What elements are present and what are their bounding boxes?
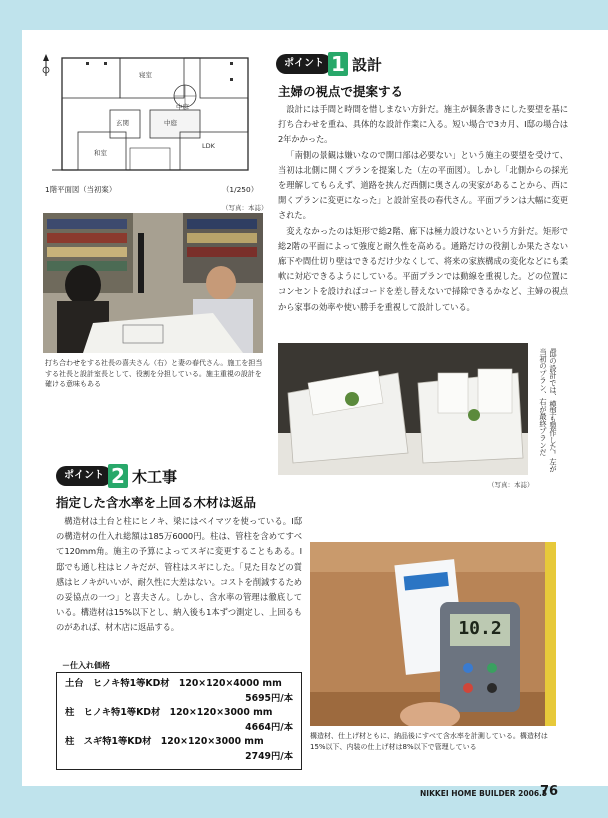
moisture-meter-photo-image bbox=[310, 542, 556, 726]
point1-paragraph: 変えなかったのは矩形で総2階、廊下は極力設けないという方針だ。矩形で総2階の平面によって強度と耐久性を高める。通路だけの役割しか果たさない廊下や間仕切り壁はできるだけ少なくして、将来の家族構成の変化などにも柔軟に対応できるようにしている。平面プランでは動線を重視した。どの位置にコンセントを設ければコードを差し替えないで掃除できるかなど、主婦の視点から家事の効率や使い勝手を重視して設計している。 bbox=[278, 225, 568, 312]
room-label-ldk: LDK bbox=[202, 142, 215, 150]
point1-number: 1 bbox=[328, 52, 348, 76]
point2-title: 木工事 bbox=[132, 467, 178, 486]
plan-caption: 1階平面図（当初案） bbox=[45, 185, 117, 194]
point2-number: 2 bbox=[108, 464, 128, 488]
plan-credit: （写真：本誌） bbox=[222, 204, 268, 212]
point2-header bbox=[56, 464, 177, 488]
point2-body bbox=[56, 514, 302, 636]
room-label-japanese-room: 和室 bbox=[94, 149, 107, 157]
point1-subhead: 主婦の視点で提案する bbox=[278, 84, 404, 99]
price-row-item: 土台 ヒノキ特1等KD材 120×120×4000 mm bbox=[65, 678, 282, 689]
model-photo-credit: （写真：本誌） bbox=[488, 481, 534, 489]
point2-tag: ポイント bbox=[56, 466, 112, 486]
floor-plan-drawing bbox=[40, 48, 258, 180]
price-row-price: 2749円/本 bbox=[245, 750, 293, 762]
meter-display: 10.2 bbox=[458, 618, 502, 639]
model-photo-caption: I邸の設計では、模型も製作した。左が当初のプラン、右が最終プランだ bbox=[539, 348, 558, 473]
model-photo-image bbox=[278, 343, 528, 475]
floor-plan bbox=[40, 48, 258, 180]
moisture-meter-caption: 構造材、仕上げ材ともに、納品後にすべて含水率を計測している。構造材は15%以下、内装の仕上げ材は8%以下で管理している bbox=[310, 732, 548, 751]
price-heading bbox=[62, 660, 110, 671]
moisture-meter-photo bbox=[310, 542, 556, 726]
point2-subhead: 指定した含水率を上回る木材は返品 bbox=[56, 495, 257, 510]
room-label-courtyard-2: 中庭 bbox=[164, 119, 177, 127]
left-frame bbox=[0, 0, 22, 818]
price-row bbox=[65, 677, 293, 706]
price-heading-text: 仕入れ価格 bbox=[70, 661, 110, 670]
point1-title: 設計 bbox=[352, 55, 383, 74]
model-photo bbox=[278, 343, 528, 475]
top-frame bbox=[0, 0, 608, 30]
footer-page-number: 76 bbox=[540, 784, 559, 799]
point1-header bbox=[276, 52, 382, 76]
price-row bbox=[65, 735, 293, 764]
point1-paragraph: 「南側の景観は嫌いなので開口部は必要ない」という施主の要望を受けて、当初は北側に開くプランを提案した（左の平面図）。しかし「北側からの採光を理解してもらえず、道路を挟んだ西側に奥さんの実家があることから、西に開くプランに変更になった」と設計室長の春代さん。平面プランは大幅に変更された。 bbox=[278, 149, 568, 221]
price-row-item: 柱 ヒノキ特1等KD材 120×120×3000 mm bbox=[65, 707, 273, 718]
price-heading-marker: － bbox=[62, 661, 70, 670]
meeting-photo-image bbox=[43, 213, 263, 353]
point1-paragraph: 設計には手間と時間を惜しまない方針だ。施主が個条書きにした要望を基に打ち合わせを重ね、具体的な設計作業に入る。短い場合で3カ月、I邸の場合は2年かかった。 bbox=[278, 104, 568, 145]
room-label-entrance: 玄関 bbox=[116, 119, 129, 127]
meeting-photo bbox=[43, 213, 263, 353]
point1-body bbox=[278, 102, 568, 315]
price-box bbox=[56, 672, 302, 770]
plan-scale: （1/250） bbox=[222, 185, 259, 194]
room-label-bedroom: 寝室 bbox=[139, 71, 152, 79]
footer-magazine: NIKKEI HOME BUILDER 2006.5 bbox=[420, 789, 548, 798]
room-label-courtyard-1: 中庭 bbox=[176, 103, 189, 111]
price-row bbox=[65, 706, 293, 735]
price-row-price: 5695円/本 bbox=[245, 692, 293, 704]
meeting-photo-caption: 打ち合わせをする社長の喜夫さん（右）と妻の春代さん。施工を担当する社長と設計室長として、役割を分担している。施主重視の設計を確ける意味もある bbox=[45, 359, 263, 388]
point2-paragraph: 構造材は土台と柱にヒノキ、梁にはベイマツを使っている。I邸の構造材の仕入れ総額は185万6000円。柱は、管柱を含めてすべて120mm角。施主の予算によってスギに変更することもある。I邸でも通し柱はヒノキだが、管柱はスギにした。「見た目などの質感はヒノキがいいが、耐久性に大差はない。コストを削減するための妥協点の一つ」と喜夫さん。しかし、含水率の管理は徹底している。構造材は15%以下とし、納入後も1本ずつ測定し、上回るものがあれば、材木店に返品する。 bbox=[56, 516, 302, 633]
point1-tag: ポイント bbox=[276, 54, 332, 74]
price-row-price: 4664円/本 bbox=[245, 721, 293, 733]
price-row-item: 柱 スギ特1等KD材 120×120×3000 mm bbox=[65, 736, 264, 747]
